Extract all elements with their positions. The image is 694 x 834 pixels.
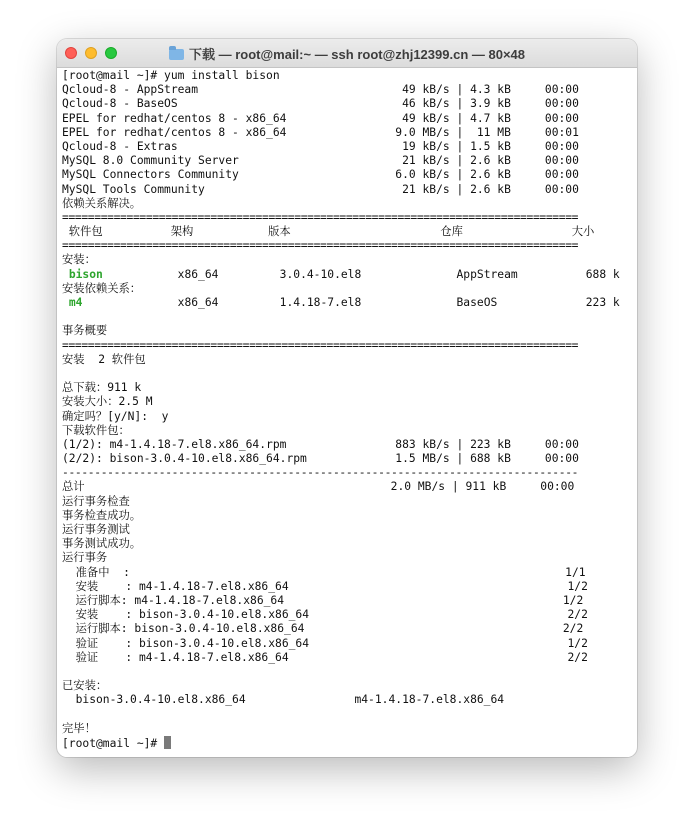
terminal-line-text (62, 296, 69, 309)
terminal-line-text: 下载软件包： (62, 423, 130, 437)
terminal-line-text: ================================================================================ (62, 210, 579, 224)
terminal-line-text: 已安装： (62, 679, 108, 693)
terminal-line-text: 软件包 架构 版本 仓库 大小 (62, 225, 595, 239)
terminal-line (62, 665, 620, 679)
terminal-line (62, 253, 620, 267)
terminal-line-text: 安装大小：2.5 M (62, 395, 153, 409)
terminal-line-text: (1/2): m4-1.4.18-7.el8.x86_64.rpm 883 kB/s | 223 kB 00:00 (62, 437, 579, 451)
terminal-line (62, 452, 620, 466)
terminal-line (62, 324, 620, 338)
terminal-line (62, 183, 620, 197)
terminal-window (57, 39, 637, 757)
terminal-line-text: -------------------------------------------------------------------------------- (62, 466, 579, 480)
terminal-line (62, 466, 620, 480)
text-cursor (164, 736, 171, 749)
terminal-line (62, 339, 620, 353)
terminal-line-text: 安装 : bison-3.0.4-10.el8.x86_64 2/2 (62, 608, 588, 622)
terminal-line (62, 83, 620, 97)
terminal-line-text: 运行事务测试 (62, 523, 130, 536)
terminal-line-text: 安装 : m4-1.4.18-7.el8.x86_64 1/2 (62, 579, 588, 593)
window-title-text: 下载 — root@mail:~ — ssh root@zhj12399.cn — 80×48 (188, 46, 525, 62)
terminal-line (62, 622, 620, 636)
terminal-line-text: 完毕！ (62, 721, 96, 735)
terminal-line-text: 运行事务检查 (62, 494, 130, 508)
terminal-line (62, 126, 620, 140)
terminal-line-text: MySQL Tools Community 21 kB/s | 2.6 kB 00:00 (62, 182, 579, 196)
terminal-line-text: Qcloud-8 - AppStream 49 kB/s | 4.3 kB 00:00 (62, 83, 579, 97)
title-bar[interactable] (57, 39, 637, 68)
terminal-line (62, 551, 620, 565)
terminal-line (62, 410, 620, 424)
terminal-line (62, 722, 620, 736)
terminal-line (62, 282, 620, 296)
terminal-line-text: 准备中 : 1/1 (62, 565, 586, 579)
terminal-line (62, 495, 620, 509)
terminal-line (62, 239, 620, 253)
terminal-line (62, 395, 620, 409)
terminal-line (62, 566, 620, 580)
terminal-line-text: 安装： (62, 253, 96, 267)
terminal-line (62, 480, 620, 494)
terminal-line (62, 523, 620, 537)
terminal-line-text: EPEL for redhat/centos 8 - x86_64 49 kB/s | 4.7 kB 00:00 (62, 111, 579, 125)
package-name: m4 (68, 296, 83, 309)
terminal-line (62, 693, 620, 707)
terminal-line-text: MySQL Connectors Community 6.0 kB/s | 2.6 kB 00:00 (62, 168, 579, 182)
terminal-line-text: 事务检查成功。 (62, 508, 142, 522)
terminal-line-text: MySQL 8.0 Community Server 21 kB/s | 2.6 kB 00:00 (62, 154, 579, 168)
terminal-line-text: Qcloud-8 - Extras 19 kB/s | 1.5 kB 00:00 (62, 139, 579, 153)
terminal-line (62, 112, 620, 126)
terminal-line (62, 736, 620, 750)
terminal-line-text: ================================================================================ (62, 338, 579, 352)
terminal-line-rest: x86_64 3.0.4-10.el8 AppStream 688 k (102, 267, 620, 281)
terminal-line-text: 安装 2 软件包 (62, 352, 146, 366)
terminal-line-text: 验证 : bison-3.0.4-10.el8.x86_64 1/2 (62, 636, 588, 650)
terminal-line-text: [root@mail ~]# (62, 736, 165, 750)
terminal-line (62, 707, 620, 721)
terminal-line-text: 总计 2.0 MB/s | 911 kB 00:00 (62, 480, 575, 494)
terminal-line (62, 97, 620, 111)
terminal-output (62, 69, 620, 750)
terminal-line-text: EPEL for redhat/centos 8 - x86_64 9.0 MB/s | 11 MB 00:01 (62, 125, 579, 139)
terminal-line (62, 381, 620, 395)
terminal-line (62, 367, 620, 381)
terminal-line (62, 608, 620, 622)
terminal-line-text: ================================================================================ (62, 239, 579, 253)
package-name: bison (68, 267, 103, 281)
terminal-line-text: [root@mail ~]# yum install bison (62, 69, 280, 82)
terminal-line-text: 事务概要 (62, 324, 108, 338)
terminal-line (62, 679, 620, 693)
terminal-line-text: Qcloud-8 - BaseOS 46 kB/s | 3.9 kB 00:00 (62, 97, 579, 111)
terminal-line-rest: x86_64 1.4.18-7.el8 BaseOS 223 k (82, 296, 620, 309)
terminal-line (62, 225, 620, 239)
terminal-line (62, 594, 620, 608)
terminal-line-text: 运行脚本: m4-1.4.18-7.el8.x86_64 1/2 (62, 593, 584, 607)
terminal-line (62, 296, 620, 310)
terminal-line-text: 确定吗？[y/N]: y (62, 409, 169, 423)
terminal-line (62, 637, 620, 651)
terminal-line (62, 69, 620, 83)
terminal-line-text: 依赖关系解决。 (62, 196, 142, 210)
terminal-line (62, 509, 620, 523)
terminal-line (62, 424, 620, 438)
terminal-line (62, 197, 620, 211)
terminal-content[interactable] (62, 69, 633, 757)
terminal-line (62, 310, 620, 324)
terminal-line (62, 651, 620, 665)
terminal-line-text: bison-3.0.4-10.el8.x86_64 m4-1.4.18-7.el8.x86_64 (62, 693, 505, 707)
terminal-line-text: 验证 : m4-1.4.18-7.el8.x86_64 2/2 (62, 650, 588, 664)
terminal-line-text: 运行事务 (62, 551, 108, 565)
terminal-line (62, 353, 620, 367)
terminal-line (62, 580, 620, 594)
terminal-line (62, 438, 620, 452)
terminal-line (62, 154, 620, 168)
terminal-line-text: 事务测试成功。 (62, 537, 142, 551)
terminal-line (62, 211, 620, 225)
window-title (57, 39, 637, 67)
terminal-line-text (62, 268, 69, 281)
terminal-line (62, 537, 620, 551)
terminal-line-text: 安装依赖关系： (62, 281, 142, 295)
terminal-line-text: 总下载：911 k (62, 381, 142, 395)
folder-icon (169, 49, 184, 60)
terminal-line (62, 268, 620, 282)
terminal-line-text: (2/2): bison-3.0.4-10.el8.x86_64.rpm 1.5 MB/s | 688 kB 00:00 (62, 452, 579, 466)
terminal-line (62, 168, 620, 182)
terminal-line (62, 140, 620, 154)
terminal-line-text: 运行脚本: bison-3.0.4-10.el8.x86_64 2/2 (62, 622, 584, 636)
